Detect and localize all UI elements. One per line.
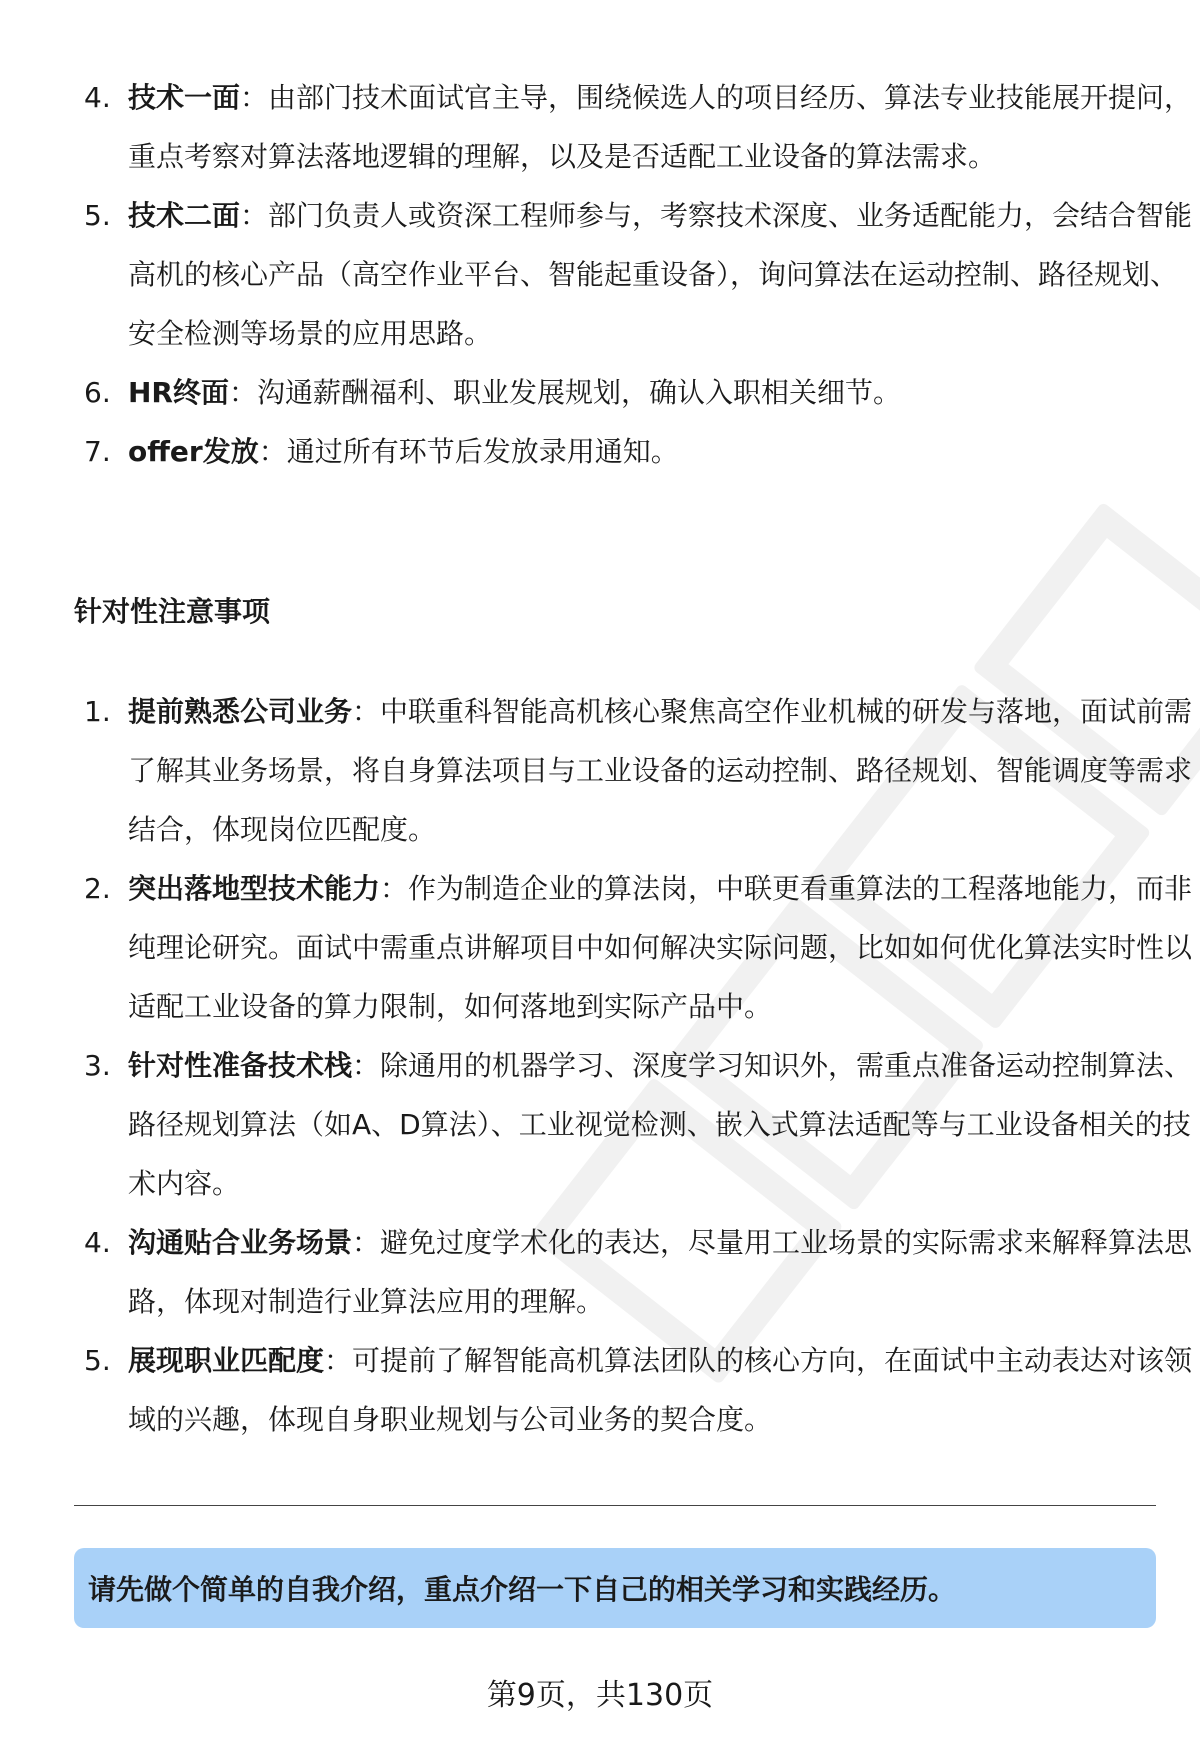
note-number: 1. <box>84 695 111 728</box>
section-divider <box>74 1505 1156 1506</box>
note-separator: ： <box>380 872 409 905</box>
notes-heading: 针对性注意事项 <box>74 595 271 628</box>
interview-process-list <box>84 68 1200 481</box>
step-text: 部门负责人或资深工程师参与，考察技术深度、业务适配能力，会结合智能高机的核心产品（高空作业平台、智能起重设备），询问算法在运动控制、路径规划、安全检测等场景的应用思路。 <box>128 199 1193 350</box>
note-text: 可提前了解智能高机算法团队的核心方向，在面试中主动表达对该领域的兴趣，体现自身职业规划与公司业务的契合度。 <box>128 1344 1193 1436</box>
interview-question-box <box>74 1548 1156 1628</box>
note-separator: ： <box>324 1344 353 1377</box>
note-text: 作为制造企业的算法岗，中联更看重算法的工程落地能力，而非纯理论研究。面试中需重点讲解项目中如何解决实际问题，比如如何优化算法实时性以适配工业设备的算力限制，如何落地到实际产品中。 <box>128 872 1193 1023</box>
step-number: 4. <box>84 81 111 114</box>
note-separator: ： <box>352 695 381 728</box>
process-step <box>84 186 1200 363</box>
note-title: 针对性准备技术栈 <box>128 1049 353 1082</box>
note-separator: ： <box>352 1049 381 1082</box>
step-title: 技术一面 <box>128 81 241 114</box>
note-title: 提前熟悉公司业务 <box>128 695 353 728</box>
note-item <box>84 682 1200 859</box>
step-number: 5. <box>84 199 111 232</box>
process-step <box>84 422 1200 481</box>
process-step <box>84 363 1200 422</box>
process-step <box>84 68 1200 186</box>
note-title: 沟通贴合业务场景 <box>128 1226 353 1259</box>
note-separator: ： <box>352 1226 381 1259</box>
note-text: 中联重科智能高机核心聚焦高空作业机械的研发与落地，面试前需了解其业务场景，将自身算法项目与工业设备的运动控制、路径规划、智能调度等需求结合，体现岗位匹配度。 <box>128 695 1193 846</box>
notes-list <box>84 682 1200 1449</box>
note-number: 5. <box>84 1344 111 1377</box>
note-item <box>84 1331 1200 1449</box>
note-item <box>84 1213 1200 1331</box>
step-separator: ： <box>229 376 258 409</box>
note-text: 避免过度学术化的表达，尽量用工业场景的实际需求来解释算法思路，体现对制造行业算法应用的理解。 <box>128 1226 1193 1318</box>
step-separator: ： <box>240 199 269 232</box>
note-number: 4. <box>84 1226 111 1259</box>
step-text: 通过所有环节后发放录用通知。 <box>286 435 679 468</box>
note-number: 2. <box>84 872 111 905</box>
interview-question: 请先做个简单的自我介绍，重点介绍一下自己的相关学习和实践经历。 <box>88 1573 957 1606</box>
note-text: 除通用的机器学习、深度学习知识外，需重点准备运动控制算法、路径规划算法（如A、D算法）、工业视觉检测、嵌入式算法适配等与工业设备相关的技术内容。 <box>128 1049 1193 1200</box>
note-title: 突出落地型技术能力 <box>128 872 381 905</box>
note-item <box>84 859 1200 1036</box>
step-number: 7. <box>84 435 111 468</box>
step-title: 技术二面 <box>128 199 241 232</box>
note-item <box>84 1036 1200 1213</box>
step-title: HR终面 <box>128 376 229 409</box>
step-text: 沟通薪酬福利、职业发展规划，确认入职相关细节。 <box>257 376 902 409</box>
step-separator: ： <box>240 81 269 114</box>
note-number: 3. <box>84 1049 111 1082</box>
step-number: 6. <box>84 376 111 409</box>
step-title: offer发放 <box>128 435 259 468</box>
step-text: 由部门技术面试官主导，围绕候选人的项目经历、算法专业技能展开提问，重点考察对算法落地逻辑的理解，以及是否适配工业设备的算法需求。 <box>128 81 1193 173</box>
note-title: 展现职业匹配度 <box>128 1344 325 1377</box>
step-separator: ： <box>258 435 287 468</box>
page-number: 第9页，共130页 <box>486 1678 714 1713</box>
